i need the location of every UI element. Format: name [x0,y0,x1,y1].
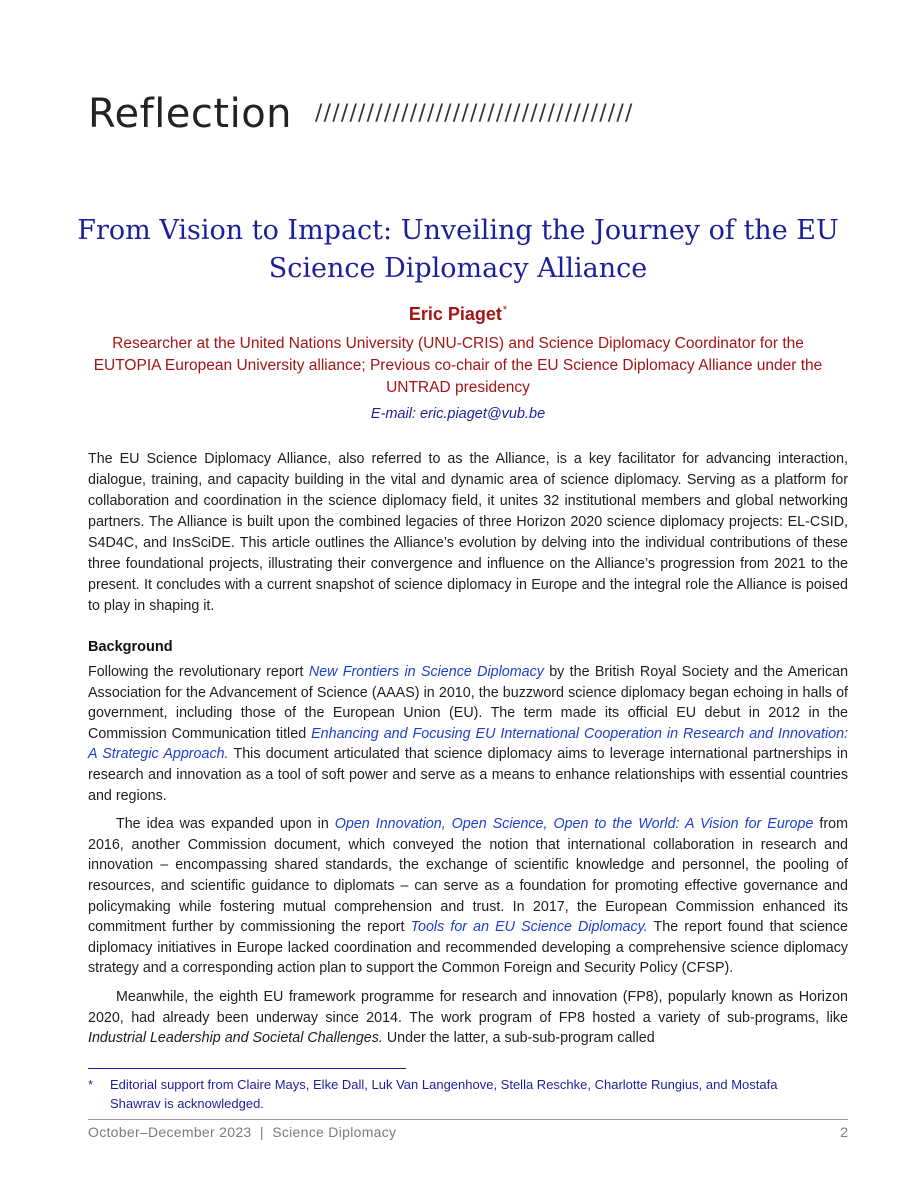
abstract: The EU Science Diplomacy Alliance, also referred to as the Alliance, is a key facilitator for advancing interaction, dialogue, training, and capacity building in the vital and dynamic area of science diplomacy. Serving as a platform for collaboration and coordination in the science diplomacy field, it unites 32 institutional members and global networking partners. The Alliance is built upon the combined legacies of three Horizon 2020 science diplomacy projects: EL-CSID, S4D4C, and InsSciDE. This article outlines the Alliance’s evolution by delving into the individual contributions of these three foundational projects, illustrating their convergence and influence on the Alliance’s progression from 2021 to the present. It concludes with a current snapshot of science diplomacy in Europe and the integral role the Alliance is poised to play in shaping it. [88,451,848,614]
body-paragraph-1 [88,662,848,806]
section-label: Reflection [88,91,293,137]
paragraph-text: This document articulated that science diplomacy aims to leverage international partnerships in research and innovation as a tool of soft power and serve as a means to enhance relationships with essential countries and regions. [88,746,848,804]
footnote [88,1075,808,1113]
body-paragraph-2 [88,814,848,979]
emphasis-industrial-leadership: Industrial Leadership and Societal Challenges. [88,1030,383,1047]
link-open-innovation[interactable]: Open Innovation, Open Science, Open to the World: A Vision for Europe [334,816,814,833]
paragraph-text: from 2016, another Commission document, which conveyed the notion that international collaboration in research and innovation – encompassing shared standards, the exchange of scientific knowledge and personnel, the pooling of resources, and scientific guidance to diplomats – can serve as a foundation for promoting effective governance and policymaking while fostering mutual comprehension and trust. In 2017, the European Commission enhanced its commitment further by commissioning the report [88,816,848,936]
article-title: From Vision to Impact: Unveiling the Journey of the EU Science Diplomacy Alliance [77,215,839,284]
footer-divider [88,1119,848,1120]
footnote-marker: * [88,1077,94,1092]
author-footnote-marker[interactable]: * [502,304,508,316]
header-decoration: ///////////////////////////////////// [315,101,634,126]
author-affiliation: Researcher at the United Nations University (UNU-CRIS) and Science Diplomacy Coordinator for the EUTOPIA European University alliance; Previous co-chair of the EU Science Diplomacy Alliance under the UNTRAD presidency [93,335,823,396]
link-tools-for-eu-science-diplomacy[interactable]: Tools for an EU Science Diplomacy. [410,919,648,936]
section-header [88,88,848,144]
paragraph-text: The idea was expanded upon in [116,816,335,833]
author-name [60,304,856,325]
paragraph-text: Meanwhile, the eighth EU framework programme for research and innovation (FP8), popularly known as Horizon 2020, had already been underway since 2014. The work program of FP8 hosted a variety of sub-programs, like [88,988,848,1026]
link-new-frontiers[interactable]: New Frontiers in Science Diplomacy [308,664,544,680]
footer-issue-info: October–December 2023 | Science Diplomacy [88,1124,397,1140]
page-number: 2 [840,1124,848,1140]
author-name-text: Eric Piaget [408,304,502,324]
footnote-divider [88,1068,406,1069]
paragraph-text: Under the latter, a sub-sub-program called [382,1030,655,1047]
paragraph-text: Following the revolutionary report [88,664,309,680]
footnote-text: Editorial support from Claire Mays, Elke Dall, Luk Van Langenhove, Stella Reschke, Charlotte Rungius, and Mostafa Shawrav is acknowledged. [110,1077,778,1111]
paragraph-text: The report found that science diplomacy initiatives in Europe lacked coordination and recommended developing a comprehensive science diplomacy strategy and a corresponding action plan to support the Common Foreign and Security Policy (CFSP). [88,919,848,977]
link-enhancing-and-focusing[interactable]: Enhancing and Focusing EU International Cooperation in Research and Innovation: A Strategic Approach. [88,725,849,763]
author-email[interactable]: E-mail: eric.piaget@vub.be [370,406,546,422]
article-body [88,662,848,1057]
paragraph-text: by the British Royal Society and the American Association for the Advancement of Science (AAAS) in 2010, the buzzword science diplomacy began echoing in halls of government, including those of the European Union (EU). The term made its official EU debut in 2012 in the Commission Communication titled [88,664,849,742]
body-paragraph-3 [88,987,848,1049]
section-heading-background: Background [88,639,173,655]
